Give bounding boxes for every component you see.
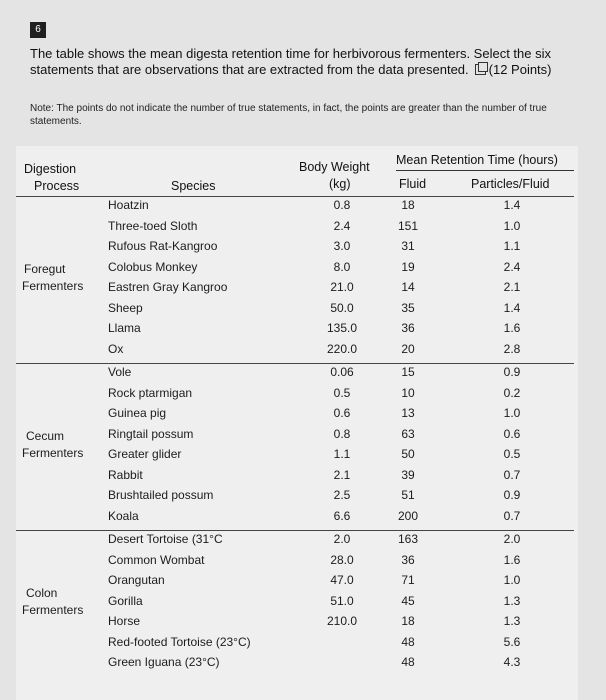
fluid-retention: 15 [401,365,415,379]
header-weight-line1: Body Weight [299,160,370,174]
particles-fluid-ratio: 0.9 [503,365,521,379]
fluid-retention: 14 [401,280,415,294]
particles-fluid-ratio: 2.4 [503,259,521,274]
particles-fluid-ratio: 4.3 [503,655,521,669]
particles-fluid-ratio: 1.4 [503,300,521,315]
species-name: Three-toed Sloth [108,218,198,233]
header-retention-underline [396,170,574,171]
fluid-retention: 19 [401,259,415,274]
body-weight: 2.4 [333,218,351,233]
header-fluid: Fluid [399,177,427,191]
process-label-line2: Fermenters [22,446,84,460]
species-name: Koala [108,508,139,523]
species-name: Sheep [108,300,143,315]
species-name: Brushtailed possum [108,488,214,502]
species-name: Colobus Monkey [108,259,198,274]
process-label-line2: Fermenters [22,279,84,293]
question-prompt [30,46,575,78]
fluid-retention: 63 [401,426,415,441]
particles-fluid-ratio: 1.0 [503,573,521,587]
body-weight: 50.0 [330,300,354,315]
fluid-retention: 163 [397,532,419,546]
body-weight: 0.5 [333,385,351,400]
fluid-retention: 13 [401,406,415,420]
process-label-line1: Foregut [24,262,66,276]
species-name: Hoatzin [108,198,149,212]
group-divider [16,363,574,364]
fluid-retention: 31 [401,239,415,253]
fluid-retention: 48 [401,634,415,649]
body-weight: 21.0 [330,280,354,294]
species-name: Orangutan [108,573,165,587]
species-name: Rufous Rat-Kangroo [108,239,218,253]
species-name: Horse [108,614,141,628]
particles-fluid-ratio: 1.6 [503,321,521,335]
fluid-retention: 18 [401,198,415,212]
body-weight: 220.0 [326,341,358,356]
body-weight: 51.0 [330,593,354,608]
particles-fluid-ratio: 1.1 [503,239,521,253]
body-weight: 2.0 [333,532,351,546]
particles-fluid-ratio: 0.7 [503,467,521,482]
species-name: Green Iguana (23°C) [108,655,220,669]
fluid-retention: 71 [401,573,415,587]
particles-fluid-ratio: 2.0 [503,532,521,546]
process-label-line1: Colon [26,585,58,600]
particles-fluid-ratio: 1.4 [503,198,521,212]
fluid-retention: 20 [401,341,415,356]
fluid-retention: 35 [401,300,415,315]
species-name: Rabbit [108,467,143,482]
body-weight: 2.1 [333,467,351,482]
species-name: Ringtail possum [108,426,194,441]
species-name: Greater glider [108,447,182,461]
particles-fluid-ratio: 1.0 [503,218,521,233]
fluid-retention: 151 [397,218,419,233]
fluid-retention: 48 [401,655,415,669]
body-weight: 8.0 [333,259,351,274]
header-divider [16,196,574,197]
fluid-retention: 36 [401,552,415,567]
particles-fluid-ratio: 0.5 [503,447,521,461]
particles-fluid-ratio: 1.6 [503,552,521,567]
fluid-retention: 51 [401,488,415,502]
body-weight: 2.5 [333,488,351,502]
process-label-line2: Fermenters [22,602,84,617]
particles-fluid-ratio: 0.7 [503,508,521,523]
body-weight: 0.6 [333,406,351,420]
question-prompt-text: The table shows the mean digesta retention time for herbivorous fermenters. Select the six statements that are observations that are extracted from the data presented. [30,46,551,77]
species-name: Eastren Gray Kangroo [108,280,228,294]
species-name: Gorilla [108,593,143,608]
header-process-line2: Process [34,179,80,193]
question-points: (12 Points) [488,62,552,77]
header-weight-line2: (kg) [329,177,351,191]
particles-fluid-ratio: 0.6 [503,426,521,441]
body-weight: 3.0 [333,239,351,253]
species-name: Red-footed Tortoise (23°C) [108,634,251,649]
particles-fluid-ratio: 1.3 [503,614,521,628]
species-name: Ox [108,341,124,356]
body-weight: 47.0 [330,573,354,587]
body-weight: 0.8 [333,198,351,212]
fluid-retention: 10 [401,385,415,400]
body-weight: 210.0 [326,614,358,628]
particles-fluid-ratio: 2.8 [503,341,521,356]
body-weight: 1.1 [333,447,351,461]
header-particles: Particles/Fluid [471,177,550,191]
fluid-retention: 200 [397,508,419,523]
species-name: Llama [108,321,141,335]
header-species: Species [171,179,216,193]
question-number-badge: 6 [30,22,46,38]
retention-table [16,146,578,700]
fluid-retention: 39 [401,467,415,482]
header-process-line1: Digestion [24,162,77,176]
body-weight: 135.0 [326,321,358,335]
fluid-retention: 18 [401,614,415,628]
species-name: Vole [108,365,132,379]
copy-icon[interactable] [475,64,486,75]
body-weight: 0.06 [330,365,354,379]
species-name: Desert Tortoise (31°C [108,532,223,546]
header-retention: Mean Retention Time (hours) [396,153,558,167]
body-weight: 28.0 [330,552,354,567]
particles-fluid-ratio: 0.2 [503,385,521,400]
fluid-retention: 36 [401,321,415,335]
particles-fluid-ratio: 1.3 [503,593,521,608]
particles-fluid-ratio: 1.0 [503,406,521,420]
particles-fluid-ratio: 2.1 [503,280,521,294]
fluid-retention: 50 [401,447,415,461]
group-divider [16,530,574,531]
question-note: Note: The points do not indicate the number of true statements, in fact, the points are greater than the number of true statements. [30,103,547,127]
species-name: Rock ptarmigan [108,385,193,400]
fluid-retention: 45 [401,593,415,608]
species-name: Common Wombat [108,552,205,567]
process-label-line1: Cecum [26,429,65,443]
particles-fluid-ratio: 5.6 [503,634,521,649]
particles-fluid-ratio: 0.9 [503,488,521,502]
species-name: Guinea pig [108,406,167,420]
body-weight: 0.8 [333,426,351,441]
body-weight: 6.6 [333,508,351,523]
